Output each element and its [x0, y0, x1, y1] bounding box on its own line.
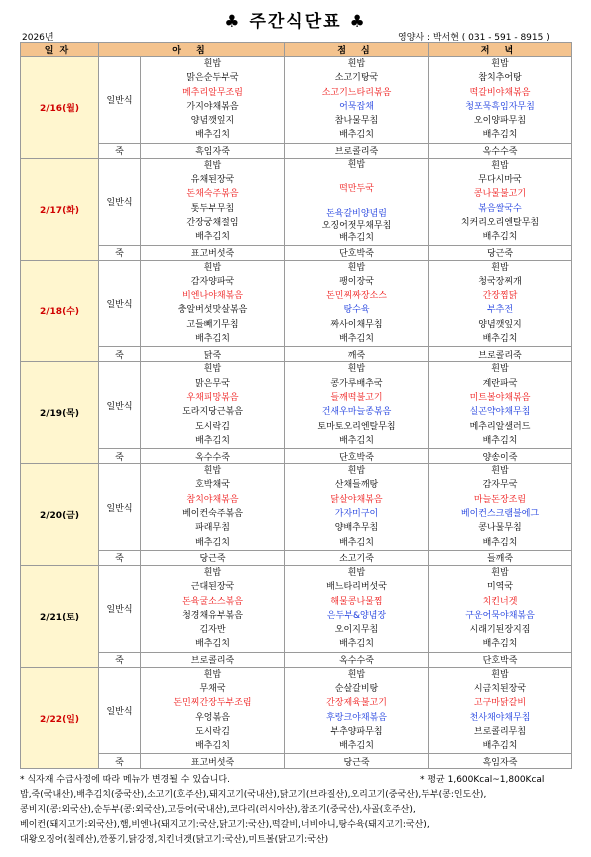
porridge-item: 양송이죽	[429, 449, 572, 464]
menu-item: 토마토오리엔탈무침	[317, 421, 396, 432]
day-date: 2/17(화)	[21, 158, 99, 260]
menu-item: 청포묵흑임자무침	[465, 101, 535, 112]
menu-item: 양념깻잎지	[478, 319, 522, 330]
menu-item: 부추양파무침	[330, 726, 383, 737]
menu-item: 김자반	[199, 625, 226, 636]
menu-item: 흰밥	[491, 466, 509, 477]
menu-item: 배추김치	[339, 435, 374, 446]
dinner-cell	[429, 158, 572, 245]
menu-item: 은두부&양념장	[326, 610, 387, 621]
day-row	[21, 464, 572, 551]
menu-item: 톳두부무침	[190, 203, 235, 214]
menu-item: 청국장찌개	[478, 276, 522, 287]
regular-meal-label: 일반식	[99, 260, 141, 347]
menu-item: 배추김치	[482, 639, 518, 650]
menu-item: 볶음쌀국수	[478, 203, 522, 214]
porridge-item: 브로콜리죽	[285, 143, 429, 158]
porridge-item: 당근죽	[141, 550, 285, 565]
menu-item: 도시락김	[195, 726, 230, 737]
porridge-item: 흑임자죽	[141, 143, 285, 158]
dinner-cell	[429, 565, 572, 652]
menu-item: 흰밥	[347, 669, 366, 680]
lunch-cell	[285, 362, 429, 449]
regular-meal-label: 일반식	[99, 565, 141, 652]
menu-item: 흰밥	[347, 364, 366, 375]
menu-item: 맑은순두부국	[186, 73, 239, 84]
menu-item: 오이양파무침	[473, 116, 527, 127]
menu-item: 배추김치	[339, 334, 374, 345]
lunch-cell	[285, 667, 429, 754]
breakfast-cell	[141, 362, 285, 449]
porridge-row	[21, 550, 572, 565]
porridge-row	[21, 449, 572, 464]
menu-item: 간장제육불고기	[326, 698, 387, 709]
nutritionist-info: 영양사 : 박서현 ( 031 - 591 - 8915 )	[398, 33, 550, 43]
porridge-item: 닭죽	[141, 347, 285, 362]
lunch-cell	[285, 57, 429, 144]
menu-item: 배추김치	[482, 130, 518, 141]
porridge-item: 소고기죽	[285, 550, 429, 565]
breakfast-cell	[141, 57, 285, 144]
menu-item: 양배추무침	[334, 523, 379, 534]
porridge-item: 단호박죽	[429, 652, 572, 667]
menu-item: 치킨너겟	[482, 596, 518, 607]
menu-item: 맑은무국	[195, 378, 230, 389]
menu-item: 배추김치	[195, 334, 230, 345]
menu-item: 흰밥	[347, 466, 366, 477]
porridge-item: 깨죽	[285, 347, 429, 362]
porridge-item: 브로콜리죽	[141, 652, 285, 667]
origin-line-4: 대왕오징어(칠레산),깐풍기,닭강정,치킨너겟(닭고기:국산),미트볼(닭고기:국산)	[20, 835, 329, 845]
menu-item: 순살갈비탕	[334, 683, 379, 694]
menu-item: 닭살야채볶음	[330, 494, 383, 505]
menu-item: 배추김치	[482, 741, 518, 752]
menu-item: 참치추어탕	[478, 73, 522, 84]
menu-item: 감자양파국	[190, 276, 235, 287]
menu-item: 메추리알무조림	[182, 87, 243, 98]
menu-item: 무채국	[199, 683, 226, 694]
menu-item: 배추김치	[339, 233, 374, 244]
porridge-item: 표고버섯죽	[141, 754, 285, 769]
menu-item: 흰밥	[491, 567, 509, 578]
lunch-cell	[285, 464, 429, 551]
menu-item: 시금치된장국	[473, 683, 527, 694]
porridge-item: 옥수수죽	[285, 652, 429, 667]
porridge-item: 단호박죽	[285, 245, 429, 260]
page-title: ♣ 주간식단표 ♣	[224, 12, 367, 32]
menu-item: 흰밥	[203, 59, 222, 69]
menu-item	[285, 171, 428, 183]
menu-item: 간장궁채절임	[186, 217, 239, 228]
menu-item: 콩나물불고기	[473, 189, 527, 200]
calorie-notice: * 평균 1,600Kcal~1,800Kcal	[420, 775, 545, 785]
porridge-label: 죽	[99, 245, 141, 260]
menu-item: 흰밥	[347, 567, 366, 578]
dinner-cell	[429, 362, 572, 449]
menu-item: 천사채야채무침	[469, 712, 531, 723]
day-date: 2/22(일)	[21, 667, 99, 769]
menu-item: 돈민찌짜장소스	[326, 291, 387, 302]
breakfast-cell	[141, 565, 285, 652]
menu-item: 흰밥	[203, 466, 222, 477]
origin-line-1: 밥,죽(국내산),배추김치(중국산),소고기(호주산),돼지고기(국내산),닭고기(브라질산),오리고기(중국산),두부(콩:인도산),	[20, 790, 487, 800]
day-date: 2/21(토)	[21, 565, 99, 667]
porridge-label: 죽	[99, 143, 141, 158]
porridge-row	[21, 754, 572, 769]
lunch-cell	[285, 565, 429, 652]
day-date: 2/18(수)	[21, 260, 99, 362]
lunch-cell	[285, 260, 429, 347]
menu-item: 건새우마늘종볶음	[321, 407, 392, 418]
origin-line-3: 베이컨(돼지고기:외국산),햄,비엔나(돼지고기:국산,닭고기:국산),떡갈비,너비아니,탕수육(돼지고기:국산),	[20, 820, 430, 830]
lunch-cell	[285, 158, 429, 245]
day-row	[21, 667, 572, 754]
day-row	[21, 565, 572, 652]
header-dinner: 저 녁	[429, 43, 572, 57]
menu-item: 계란파국	[482, 378, 518, 389]
header-breakfast: 아 침	[99, 43, 285, 57]
day-row	[21, 362, 572, 449]
menu-item: 참나물무침	[334, 116, 379, 127]
breakfast-cell	[141, 667, 285, 754]
menu-item: 구운어묵야채볶음	[465, 610, 535, 621]
menu-item: 도라지당근볶음	[182, 407, 243, 418]
menu-item: 메추리알샐러드	[469, 421, 531, 432]
menu-item: 배추김치	[339, 741, 374, 752]
regular-meal-label: 일반식	[99, 158, 141, 245]
menu-item: 소고기탕국	[334, 73, 379, 84]
origin-line-2: 콩비지(콩:외국산),순두부(콩:외국산),고등어(국내산),코다리(러시아산),참조기(중국산),사골(호주산),	[20, 805, 416, 815]
menu-item: 돈육굴소스볶음	[182, 596, 243, 607]
menu-item: 실곤약야채무침	[469, 407, 531, 418]
porridge-row	[21, 245, 572, 260]
porridge-row	[21, 347, 572, 362]
menu-item: 고구마닭갈비	[473, 698, 527, 709]
footer-notice-row	[20, 774, 580, 788]
day-row	[21, 260, 572, 347]
menu-item: 콩가루배추국	[330, 378, 383, 389]
menu-item: 감자무국	[482, 480, 518, 491]
menu-item: 배추김치	[482, 334, 518, 345]
menu-item: 고들빼기무침	[186, 319, 239, 330]
menu-item: 떡만두국	[339, 184, 374, 195]
change-notice: * 식자재 수급사정에 따라 메뉴가 변경될 수 있습니다.	[20, 775, 230, 785]
menu-item: 배느타리버섯국	[326, 582, 387, 593]
menu-item: 흰밥	[347, 262, 366, 273]
menu-item: 배추김치	[195, 639, 230, 650]
porridge-item: 옥수수죽	[429, 143, 572, 158]
header-lunch: 점 심	[285, 43, 429, 57]
day-date: 2/16(월)	[21, 57, 99, 159]
porridge-item: 표고버섯죽	[141, 245, 285, 260]
menu-item: 해물콩나물찜	[330, 596, 383, 607]
menu-item: 우채피망볶음	[186, 392, 239, 403]
weekly-menu-table	[20, 42, 572, 769]
porridge-label: 죽	[99, 754, 141, 769]
header-row	[21, 43, 572, 57]
menu-item: 베이컨숙주볶음	[182, 509, 243, 520]
menu-item	[285, 196, 428, 208]
porridge-item: 브로콜리죽	[429, 347, 572, 362]
menu-item: 마늘돈장조림	[473, 494, 527, 505]
porridge-item: 당근죽	[285, 754, 429, 769]
menu-item: 시래기된장지짐	[469, 625, 531, 636]
dinner-cell	[429, 260, 572, 347]
menu-item: 흰밥	[491, 364, 509, 375]
menu-item: 흰밥	[491, 669, 509, 680]
porridge-item: 옥수수죽	[141, 449, 285, 464]
menu-item: 산채들깨탕	[334, 480, 379, 491]
menu-item: 흰밥	[203, 567, 222, 578]
porridge-label: 죽	[99, 347, 141, 362]
menu-item: 흰밥	[491, 160, 509, 171]
menu-item: 배추김치	[482, 435, 518, 446]
menu-item: 들깨떡불고기	[330, 392, 383, 403]
menu-item: 떡갈비야채볶음	[469, 87, 531, 98]
menu-item: 미트볼야채볶음	[469, 392, 531, 403]
menu-item: 흰밥	[491, 59, 509, 69]
menu-item: 가자미구이	[334, 509, 379, 520]
menu-item: 흰밥	[203, 262, 222, 273]
menu-item: 돈채숙주볶음	[186, 189, 239, 200]
menu-item: 짜사이채무침	[330, 319, 383, 330]
menu-item: 미역국	[486, 582, 514, 593]
menu-item: 파래무침	[195, 523, 230, 534]
porridge-item: 흑임자죽	[429, 754, 572, 769]
menu-item: 배추김치	[339, 130, 374, 141]
year-label: 2026년	[22, 33, 54, 43]
menu-item: 베이컨스크램블에그	[460, 509, 540, 520]
menu-item: 돈민찌간장두부조림	[173, 698, 252, 709]
menu-item: 배추김치	[339, 537, 374, 548]
menu-item: 오징어젓무채무침	[321, 221, 392, 232]
porridge-row	[21, 143, 572, 158]
menu-item: 우엉볶음	[195, 712, 230, 723]
menu-body	[21, 57, 572, 769]
menu-item: 도시락김	[195, 421, 230, 432]
menu-item: 무다시마국	[478, 175, 522, 186]
day-row	[21, 57, 572, 144]
menu-item: 흰밥	[491, 262, 509, 273]
menu-item: 배추김치	[482, 537, 518, 548]
menu-item: 청경채유부볶음	[182, 610, 243, 621]
porridge-item: 당근죽	[429, 245, 572, 260]
menu-item: 유채된장국	[190, 175, 235, 186]
menu-item: 흰밥	[347, 59, 366, 69]
menu-item: 비엔나야채볶음	[182, 291, 243, 302]
menu-item: 부추전	[486, 305, 514, 316]
day-date: 2/20(금)	[21, 464, 99, 566]
porridge-label: 죽	[99, 550, 141, 565]
day-row	[21, 158, 572, 245]
regular-meal-label: 일반식	[99, 464, 141, 551]
menu-item: 호박채국	[195, 480, 230, 491]
menu-item: 브로콜리무침	[473, 726, 527, 737]
menu-item: 돈육갈비양념림	[326, 208, 387, 219]
breakfast-cell	[141, 464, 285, 551]
menu-item: 소고기느타리볶음	[321, 87, 392, 98]
menu-item: 간장찜닭	[482, 291, 518, 302]
menu-item: 오이지무침	[334, 625, 379, 636]
menu-item: 배추김치	[195, 130, 230, 141]
header-day: 일자	[21, 43, 99, 57]
menu-item: 어묵잡채	[339, 101, 374, 112]
day-date: 2/19(목)	[21, 362, 99, 464]
regular-meal-label: 일반식	[99, 57, 141, 144]
menu-item: 양념깻잎지	[190, 116, 235, 127]
menu-item: 흰밥	[203, 160, 222, 171]
menu-item: 참치야채볶음	[186, 494, 239, 505]
breakfast-cell	[141, 158, 285, 245]
menu-item: 배추김치	[195, 232, 230, 243]
dinner-cell	[429, 464, 572, 551]
menu-item: 배추김치	[482, 232, 518, 243]
menu-item: 흰밥	[203, 669, 222, 680]
dinner-cell	[429, 667, 572, 754]
porridge-item: 들깨죽	[429, 550, 572, 565]
regular-meal-label: 일반식	[99, 362, 141, 449]
menu-item: 후랑크야채볶음	[326, 712, 387, 723]
menu-item: 배추김치	[339, 639, 374, 650]
regular-meal-label: 일반식	[99, 667, 141, 754]
breakfast-cell	[141, 260, 285, 347]
porridge-label: 죽	[99, 449, 141, 464]
dinner-cell	[429, 57, 572, 144]
porridge-label: 죽	[99, 652, 141, 667]
menu-item: 근대된장국	[190, 582, 235, 593]
menu-item: 탕수육	[343, 305, 370, 316]
menu-item: 치커리오리엔탈무침	[460, 217, 540, 228]
menu-item: 가지야채볶음	[186, 101, 239, 112]
menu-item: 충알버섯맛살볶음	[177, 305, 248, 316]
porridge-item: 단호박죽	[285, 449, 429, 464]
menu-item: 흰밥	[203, 364, 222, 375]
menu-item: 흰밥	[347, 159, 366, 170]
menu-item: 배추김치	[195, 435, 230, 446]
menu-item: 콩나물무침	[478, 523, 522, 534]
menu-item: 팽이장국	[339, 276, 374, 287]
porridge-row	[21, 652, 572, 667]
menu-item: 배추김치	[195, 741, 230, 752]
menu-item: 배추김치	[195, 537, 230, 548]
